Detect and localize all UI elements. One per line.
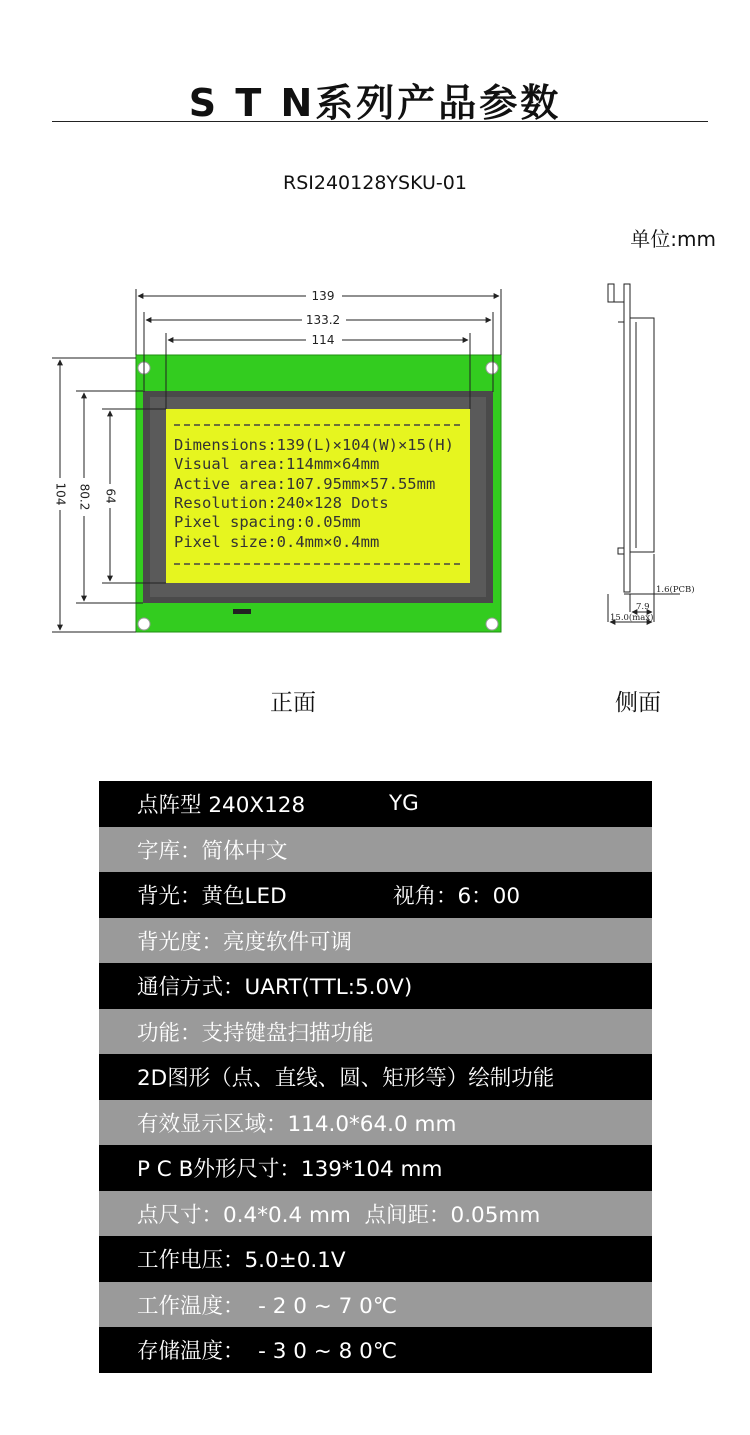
spec-text: 工作温度： - 2 0 ~ 7 0℃ xyxy=(137,1293,397,1319)
spec-text-col2: 视角：6：00 xyxy=(393,884,521,910)
side-view-drawing xyxy=(608,284,680,622)
dim-height-pcb: 104 xyxy=(53,482,68,506)
spec-row xyxy=(99,963,652,1009)
spec-row xyxy=(99,1054,652,1100)
side-dim-max: 15.0(max) xyxy=(610,613,654,623)
spec-text: 存储温度： - 3 0 ~ 8 0℃ xyxy=(137,1339,397,1365)
spec-text: 工作电压：5.0±0.1V xyxy=(137,1248,346,1274)
dim-width-mount: 133.2 xyxy=(305,313,341,327)
spec-row xyxy=(99,918,652,964)
spec-row xyxy=(99,1009,652,1055)
side-view-label: 侧面 xyxy=(615,690,661,716)
page-title: S T N系列产品参数 xyxy=(188,81,562,125)
spec-text: 通信方式：UART(TTL:5.0V) xyxy=(137,975,413,1001)
dim-width-va: 114 xyxy=(311,333,335,347)
screen-line: Resolution:240×128 Dots xyxy=(174,494,389,512)
spec-table xyxy=(99,781,652,1373)
side-dim-pcb: 1.6(PCB) xyxy=(656,585,695,595)
screen-line: Pixel spacing:0.05mm xyxy=(174,513,361,531)
spec-row xyxy=(99,872,652,918)
unit-label: 单位:mm xyxy=(630,227,716,251)
spec-text: 背光：黄色LED xyxy=(137,884,287,910)
front-view-label: 正面 xyxy=(270,690,316,716)
spec-row xyxy=(99,1100,652,1146)
screen-line: Dimensions:139(L)×104(W)×15(H) xyxy=(174,436,454,454)
model-number: RSI240128YSKU-01 xyxy=(283,172,467,194)
screen-line: Pixel size:0.4mm×0.4mm xyxy=(174,533,380,551)
spec-text: 背光度：亮度软件可调 xyxy=(137,929,353,955)
spec-text-col2: YG xyxy=(389,791,419,817)
spec-text: P C B外形尺寸：139*104 mm xyxy=(137,1157,443,1183)
title-divider xyxy=(52,121,708,122)
spec-text: 点阵型 240X128 xyxy=(137,793,306,819)
spec-row xyxy=(99,781,652,827)
spec-row xyxy=(99,1236,652,1282)
screen-line: Active area:107.95mm×57.55mm xyxy=(174,475,436,493)
dim-height-va: 64 xyxy=(103,488,118,504)
spec-text: 点尺寸：0.4*0.4 mm 点间距：0.05mm xyxy=(137,1202,541,1228)
dim-height-mount: 80.2 xyxy=(77,483,92,511)
spec-row xyxy=(99,1282,652,1328)
lcd-module-drawing xyxy=(0,270,750,680)
spec-text: 功能：支持键盘扫描功能 xyxy=(137,1020,374,1046)
spec-text: 字库：简体中文 xyxy=(137,838,288,864)
spec-row xyxy=(99,1327,652,1373)
spec-text: 有效显示区域：114.0*64.0 mm xyxy=(137,1111,457,1137)
spec-row xyxy=(99,1191,652,1237)
spec-text: 2D图形（点、直线、圆、矩形等）绘制功能 xyxy=(137,1066,555,1092)
side-dim-mid: 7.9 xyxy=(636,602,650,612)
spec-row xyxy=(99,827,652,873)
screen-line: Visual area:114mm×64mm xyxy=(174,455,380,473)
dim-width-pcb: 139 xyxy=(311,289,335,303)
spec-row xyxy=(99,1145,652,1191)
